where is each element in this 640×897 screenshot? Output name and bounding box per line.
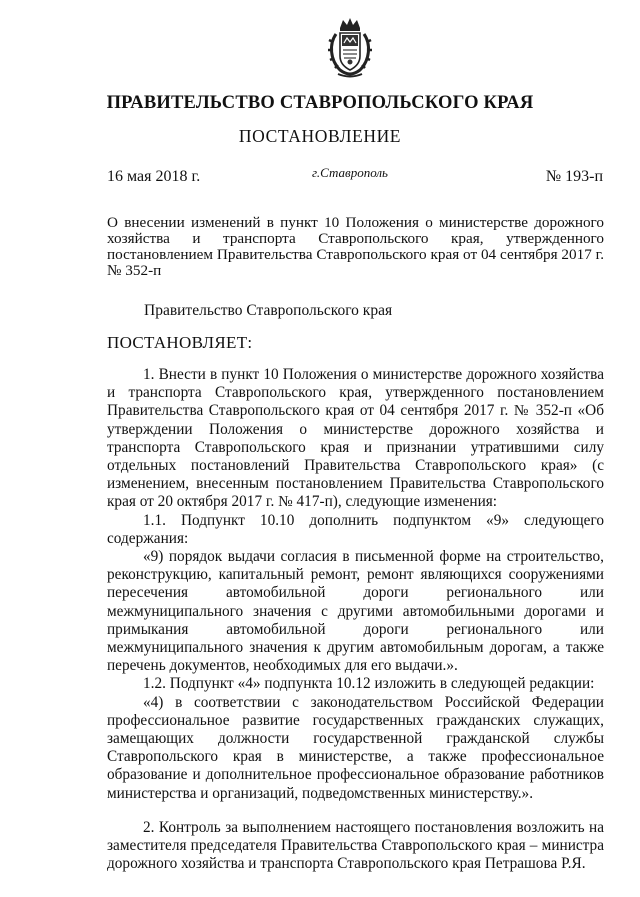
document-subject: О внесении изменений в пункт 10 Положения о министерстве дорожного хозяйства и транспорта Ставропольского края, утвержденного постановлением Правительства Ставропольского края от 04 сентября 2017 г. № 352-п	[107, 214, 604, 279]
document-type: ПОСТАНОВЛЕНИЕ	[238, 126, 402, 146]
paragraph-1-2: 1.2. Подпункт «4» подпункта 10.12 изложить в следующей редакции:	[143, 675, 595, 693]
paragraph-1: 1. Внести в пункт 10 Положения о министерстве дорожного хозяйства и транспорта Ставропольского края, утвержденного постановлением Правительства Ставропольского края от 04 сентября 2017 г. № 352-п «Об утверждении Положения о министерстве дорожного хозяйства и транспорта Ставропольского края и признании утратившими силу отдельных постановлений Правительства Ставропольского края» (с изменением, внесенным постановлением Правительства Ставропольского края от 20 октября 2017 г. № 417-п), следующие изменения:	[107, 366, 604, 511]
document-body	[107, 366, 604, 873]
document-number: № 193-п	[545, 168, 603, 185]
organization-title: ПРАВИТЕЛЬСТВО СТАВРОПОЛЬСКОГО КРАЯ	[106, 93, 534, 113]
preamble-government: Правительство Ставропольского края	[144, 302, 393, 319]
coat-of-arms-emblem	[326, 16, 374, 80]
document-date: 16 мая 2018 г.	[107, 168, 201, 185]
paragraph-1-1-text: «9) порядок выдачи согласия в письменной форме на строительство, реконструкцию, капитальный ремонт, ремонт являющихся сооружениями пересечения автомобильной дороги регионального или межмуниципального значения с другими автомобильными дорогами и примыкания автомобильной дороги регионального или межмуниципального значения к другим автомобильным дорогам, а также перечень документов, необходимых для его выдачи.».	[107, 548, 604, 675]
preamble-decrees: ПОСТАНОВЛЯЕТ:	[107, 333, 253, 352]
document-city: г.Ставрополь	[312, 165, 388, 180]
paragraph-1-1: 1.1. Подпункт 10.10 дополнить подпунктом «9» следующего содержания:	[107, 511, 604, 547]
paragraph-1-2-text: «4) в соответствии с законодательством Российской Федерации профессиональное развитие государственных гражданских служащих, замещающих должности государственной гражданской службы Ставропольского края в министерстве, а также профессиональное образование и дополнительное профессиональное образование работников министерства и организаций, подведомственных министерству.».	[107, 693, 604, 802]
paragraph-2: 2. Контроль за выполнением настоящего постановления возложить на заместителя председателя Правительства Ставропольского края – министра дорожного хозяйства и транспорта Ставропольского края Петрашова Р.Я.	[107, 818, 604, 873]
